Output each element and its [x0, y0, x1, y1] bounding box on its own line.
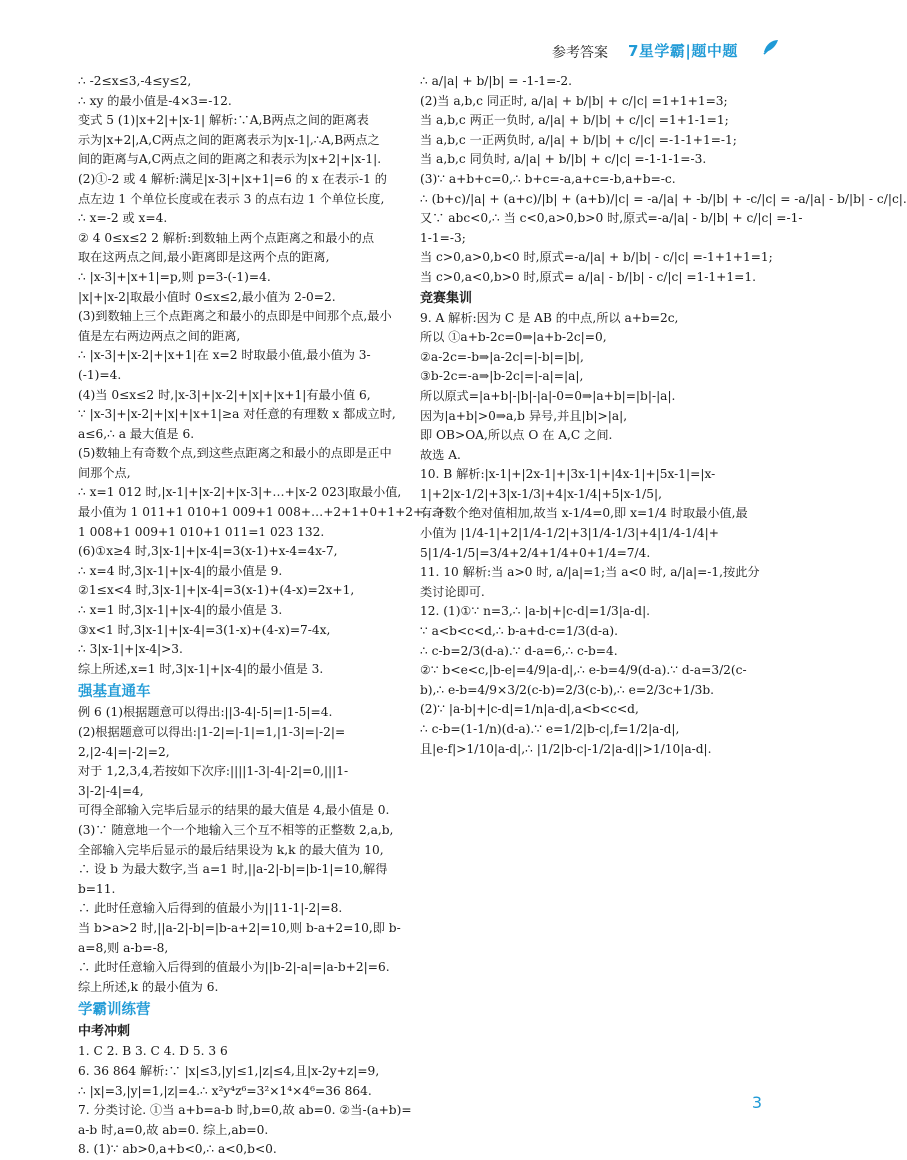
- text-line: (3)∵ a+b+c=0,∴ b+c=-a,a+c=-b,a+b=-c.: [420, 171, 676, 186]
- text-line: b=11.: [78, 881, 116, 896]
- text-line: 取在这两点之间,最小距离即是这两个点的距离,: [78, 250, 330, 265]
- text-line: 当 c>0,a>0,b<0 时,原式=-a/|a| + b/|b| - c/|c| =-1+1+1=1;: [420, 250, 773, 265]
- answer-block-exam: [78, 1042, 412, 1160]
- brand-leaf-icon: [762, 38, 780, 56]
- header-label: 参考答案: [552, 45, 608, 61]
- text-line: ∴ |x|=3,|y|=1,|z|=4.∴ x²y⁴z⁶=3²×1⁴×4⁶=36 864.: [78, 1083, 372, 1098]
- text-line: ∴ x=-2 或 x=4.: [78, 211, 168, 226]
- text-line: ∴ c-b=2/3(d-a).∵ d-a=6,∴ c-b=4.: [420, 643, 618, 658]
- text-line: ②1≤x<4 时,3|x-1|+|x-4|=3(x-1)+(4-x)=2x+1,: [78, 583, 355, 598]
- text-line: 故选 A.: [420, 447, 461, 462]
- text-line: ③x<1 时,3|x-1|+|x-4|=3(1-x)+(4-x)=7-4x,: [78, 622, 331, 637]
- text-line: ∴ 此时任意输入后得到的值最小为||11-1|-2|=8.: [78, 901, 343, 916]
- text-line: 类讨论即可.: [420, 584, 485, 599]
- text-line: 当 a,b,c 一正两负时, a/|a| + b/|b| + c/|c| =-1-1+1=-1;: [420, 132, 737, 147]
- text-line: 所以原式=|a+b|-|b|-|a|-0=0⇒|a+b|=|b|-|a|.: [420, 388, 676, 403]
- text-line: 最小值为 1 011+1 010+1 009+1 008+…+2+1+0+1+2+…+: [78, 505, 446, 520]
- text-line: ∴ a/|a| + b/|b| = -1-1=-2.: [420, 74, 573, 88]
- text-line: ②∵ b<e<c,|b-e|=4/9|a-d|,∴ e-b=4/9(d-a).∵ d-a=3/2(c-: [420, 663, 747, 678]
- text-line: ∴ xy 的最小值是-4×3=-12.: [78, 93, 232, 108]
- text-line: 9. A 解析:因为 C 是 AB 的中点,所以 a+b=2c,: [420, 310, 679, 325]
- text-line: (6)①x≥4 时,3|x-1|+|x-4|=3(x-1)+x-4=4x-7,: [78, 544, 338, 559]
- text-line: (2)根据题意可以得出:|1-2|=|-1|=1,|1-3|=|-2|=: [78, 725, 346, 739]
- text-line: 3|-2|-4|=4,: [78, 783, 144, 798]
- answer-block-q8-cont: [420, 72, 907, 288]
- text-line: ∴ 设 b 为最大数字,当 a=1 时,||a-2|-b|=|b-1|=10,解得: [78, 862, 388, 877]
- text-line: ∴ -2≤x≤3,-4≤y≤2,: [78, 74, 192, 88]
- answer-block-contest: [420, 309, 760, 760]
- text-line: a=8,则 a-b=-8,: [78, 940, 169, 955]
- text-line: 1 008+1 009+1 010+1 011=1 023 132.: [78, 524, 325, 539]
- text-line: 因为|a+b|>0⇒a,b 异号,并且|b|>|a|,: [420, 408, 628, 423]
- text-line: 且|e-f|>1/10|a-d|,∴ |1/2|b-c|-1/2|a-d||>1/10|a-d|.: [420, 741, 712, 756]
- text-line: 综上所述,k 的最小值为 6.: [78, 979, 219, 994]
- text-line: 6. 36 864 解析:∵ |x|≤3,|y|≤1,|z|≤4,且|x-2y+z|=9,: [78, 1063, 380, 1078]
- text-line: ②a-2c=-b⇒|a-2c|=|-b|=|b|,: [420, 349, 584, 364]
- text-line: ∴ x=1 时,3|x-1|+|x-4|的最小值是 3.: [78, 603, 283, 618]
- text-line: ∴ |x-3|+|x-2|+|x+1|在 x=2 时取最小值,最小值为 3-: [78, 348, 371, 363]
- page-header: [0, 0, 800, 62]
- text-line: 又∵ abc<0,∴ 当 c<0,a>0,b>0 时,原式=-a/|a| - b/|b| + c/|c| =-1-: [420, 211, 803, 226]
- text-line: 间的距离与A,C两点之间的距离之和表示为|x+2|+|x-1|.: [78, 152, 382, 167]
- text-line: (-1)=4.: [78, 367, 122, 382]
- text-line: 5|1/4-1/5|=3/4+2/4+1/4+0+1/4=7/4.: [420, 545, 651, 560]
- text-line: ∴ x=1 012 时,|x-1|+|x-2|+|x-3|+…+|x-2 023|取最小值,: [78, 485, 402, 500]
- text-line: 8. (1)∵ ab>0,a+b<0,∴ a<0,b<0.: [78, 1142, 277, 1157]
- text-line: 10. B 解析:|x-1|+|2x-1|+|3x-1|+|4x-1|+|5x-1|=|x-: [420, 467, 716, 482]
- text-line: a-b 时,a=0,故 ab=0. 综上,ab=0.: [78, 1122, 269, 1137]
- text-line: (3)到数轴上三个点距离之和最小的点即是中间那个点,最小: [78, 309, 392, 324]
- text-line: 对于 1,2,3,4,若按如下次序:||||1-3|-4|-2|=0,|||1-: [78, 764, 349, 779]
- text-line: ∴ 此时任意输入后得到的值最小为||b-2|-a|=|a-b+2|=6.: [78, 960, 390, 975]
- text-line: 值是左右两边两点之间的距离,: [78, 328, 241, 343]
- text-line: ∴ |x-3|+|x+1|=p,则 p=3-(-1)=4.: [78, 269, 271, 284]
- text-line: (2)当 a,b,c 同正时, a/|a| + b/|b| + c/|c| =1+1+1=3;: [420, 93, 728, 108]
- text-line: 所以 ①a+b-2c=0⇒|a+b-2c|=0,: [420, 330, 607, 345]
- text-line: 7. 分类讨论. ①当 a+b=a-b 时,b=0,故 ab=0. ②当-(a+b)=: [78, 1103, 412, 1118]
- text-line: (2)∵ |a-b|+|c-d|=1/n|a-d|,a<b<c<d,: [420, 702, 639, 717]
- text-line: a≤6,∴ a 最大值是 6.: [78, 426, 195, 441]
- text-line: 间那个点,: [78, 465, 131, 480]
- text-line: ∴ x=4 时,3|x-1|+|x-4|的最小值是 9.: [78, 563, 283, 578]
- header-brand: 7星学霸|题中题: [628, 42, 738, 60]
- text-line: 1-1=-3;: [420, 230, 466, 245]
- subsection-title-contest: 竞赛集训: [420, 290, 473, 306]
- text-line: 例 6 (1)根据题意可以得出:||3-4|-5|=|1-5|=4.: [78, 705, 333, 720]
- text-line: b),∴ e-b=4/9×3/2(c-b)=2/3(c-b),∴ e=2/3c+1/3b.: [420, 682, 715, 697]
- text-line: ∴ (b+c)/|a| + (a+c)/|b| + (a+b)/|c| = -a/|a| + -b/|b| + -c/|c| = -a/|a| - b/|b| - c/|c|.: [420, 191, 907, 206]
- text-line: 11. 10 解析:当 a>0 时, a/|a|=1;当 a<0 时, a/|a|=-1,按此分: [420, 565, 760, 580]
- text-line: ② 4 0≤x≤2 2 解析:到数轴上两个点距离之和最小的点: [78, 230, 375, 245]
- text-line: 小值为 |1/4-1|+2|1/4-1/2|+3|1/4-1/3|+4|1/4-1/4|+: [420, 526, 719, 541]
- text-line: 当 b>a>2 时,||a-2|-b|=|b-a+2|=10,则 b-a+2=10,即 b-: [78, 920, 401, 935]
- text-line: 当 a,b,c 同负时, a/|a| + b/|b| + c/|c| =-1-1-1=-3.: [420, 152, 707, 167]
- text-line: 1|+2|x-1/2|+3|x-1/3|+4|x-1/4|+5|x-1/5|,: [420, 486, 663, 501]
- text-line: (3)∵ 随意地一个一个地输入三个互不相等的正整数 2,a,b,: [78, 822, 394, 837]
- text-line: 可得全部输入完毕后显示的结果的最大值是 4,最小值是 0.: [78, 803, 390, 818]
- section-title-strong: 强基直通车: [78, 684, 151, 701]
- subsection-title-exam: 中考冲刺: [78, 1024, 131, 1040]
- page-number: 3: [751, 1093, 762, 1112]
- text-line: 全部输入完毕后显示的最后结果设为 k,k 的最大值为 10,: [78, 842, 384, 857]
- text-line: 有奇数个绝对值相加,故当 x-1/4=0,即 x=1/4 时取最小值,最: [420, 506, 748, 521]
- text-line: (5)数轴上有奇数个点,到这些点距离之和最小的点即是正中: [78, 446, 392, 461]
- text-line: 当 a,b,c 两正一负时, a/|a| + b/|b| + c/|c| =1+1-1=1;: [420, 113, 729, 128]
- text-line: 2,|2-4|=|-2|=2,: [78, 744, 170, 759]
- text-line: (4)当 0≤x≤2 时,|x-3|+|x-2|+|x|+|x+1|有最小值 6,: [78, 387, 371, 402]
- text-line: ∴ 3|x-1|+|x-4|>3.: [78, 642, 183, 657]
- text-line: 变式 5 (1)|x+2|+|x-1| 解析:∵A,B两点之间的距离表: [78, 113, 369, 128]
- text-line: (2)①-2 或 4 解析:满足|x-3|+|x+1|=6 的 x 在表示-1 的: [78, 171, 387, 186]
- text-line: 综上所述,x=1 时,3|x-1|+|x-4|的最小值是 3.: [78, 661, 324, 676]
- text-line: 即 OB>OA,所以点 O 在 A,C 之间.: [420, 428, 613, 443]
- text-line: 点左边 1 个单位长度或在表示 3 的点右边 1 个单位长度,: [78, 191, 385, 206]
- text-line: ∵ a<b<c<d,∴ b-a+d-c=1/3(d-a).: [420, 624, 618, 639]
- text-line: |x|+|x-2|取最小值时 0≤x≤2,最小值为 2-0=2.: [78, 289, 336, 304]
- text-line: 1. C 2. B 3. C 4. D 5. 3 6: [78, 1044, 228, 1059]
- text-line: ③b-2c=-a⇒|b-2c|=|-a|=|a|,: [420, 369, 584, 384]
- text-line: 示为|x+2|,A,C两点之间的距离表示为|x-1|,∴A,B两点之: [78, 132, 380, 147]
- text-line: 12. (1)①∵ n=3,∴ |a-b|+|c-d|=1/3|a-d|.: [420, 604, 651, 619]
- text-line: ∵ |x-3|+|x-2|+|x|+|x+1|≥a 对任意的有理数 x 都成立时,: [78, 407, 396, 422]
- text-line: ∴ c-b=(1-1/n)(d-a).∵ e=1/2|b-c|,f=1/2|a-d|,: [420, 722, 680, 736]
- text-line: 当 c>0,a<0,b>0 时,原式= a/|a| - b/|b| - c/|c| =1-1+1=1.: [420, 269, 756, 284]
- right-column: [420, 72, 907, 759]
- section-title-train: 学霸训练营: [78, 1002, 151, 1019]
- answer-block-example6: [78, 703, 401, 997]
